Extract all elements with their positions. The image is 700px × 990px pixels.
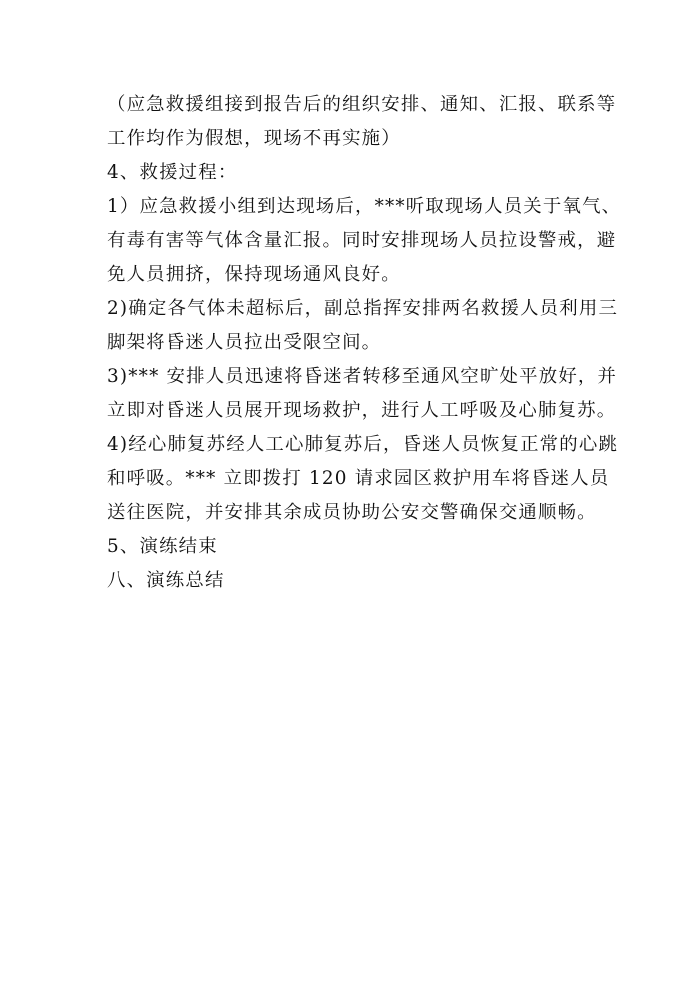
section-heading: 4、救援过程： [107,162,238,183]
text-line: （应急救援组接到报告后的组织安排、通知、汇报、联系等 [107,94,617,115]
text-line: 4)经心肺复苏经人工心肺复苏后，昏迷人员恢复正常的心跳 [107,434,619,455]
text-line: 有毒有害等气体含量汇报。同时安排现场人员拉设警戒，避 [107,230,617,251]
section-heading: 5、演练结束 [107,536,218,557]
section-heading: 八、演练总结 [107,570,225,591]
text-line: 送往医院，并安排其余成员协助公安交警确保交通顺畅。 [107,502,597,523]
text-line: 工作均作为假想，现场不再实施） [107,128,401,149]
text-line: 2)确定各气体未超标后，副总指挥安排两名救援人员利用三 [107,298,619,319]
text-line: 脚架将昏迷人员拉出受限空间。 [107,332,382,353]
text-line: 1）应急救援小组到达现场后，***听取现场人员关于氧气、 [107,196,622,217]
text-line: 免人员拥挤，保持现场通风良好。 [107,264,401,285]
text-line: 3)*** 安排人员迅速将昏迷者转移至通风空旷处平放好，并 [107,366,618,387]
text-line: 立即对昏迷人员展开现场救护，进行人工呼吸及心肺复苏。 [107,400,617,421]
text-line: 和呼吸。*** 立即拨打 120 请求园区救护用车将昏迷人员 [107,468,610,489]
